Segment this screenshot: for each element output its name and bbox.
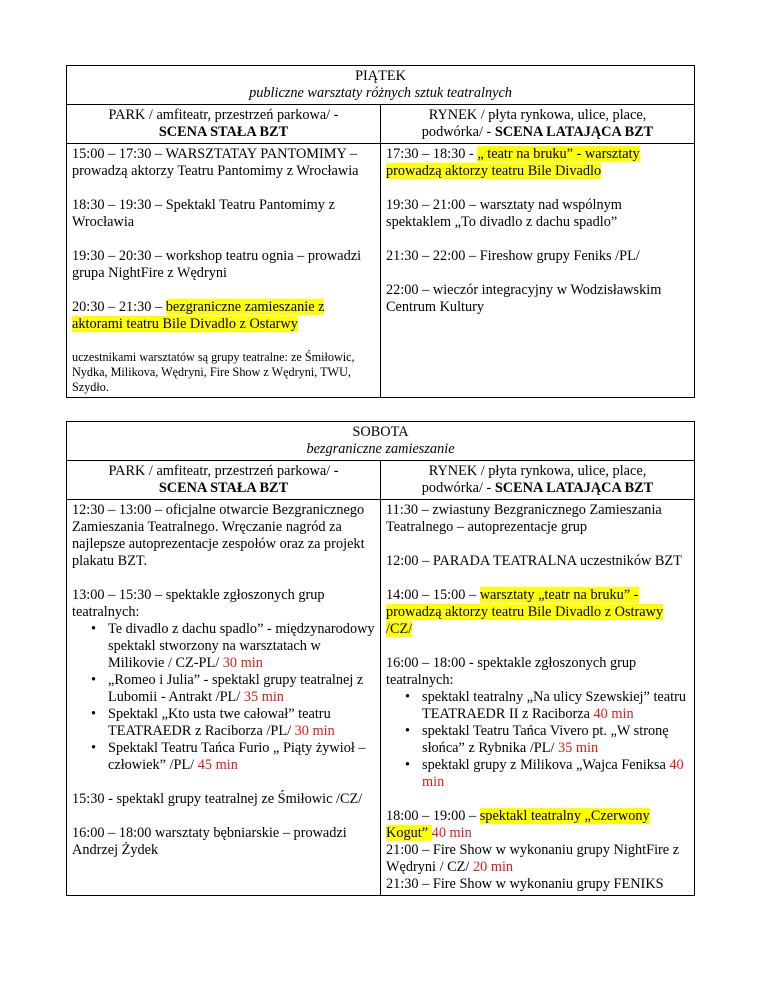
saturday-rynek-item: 11:30 – zwiastuny Bezgranicznego Zamieszania Teatralnego – autoprezentacje grup [386,502,662,535]
friday-table [66,65,695,398]
friday-park-item: 20:30 – 21:30 – bezgraniczne zamieszanie z aktorami teatru Bile Divadlo z Ostarwy [72,299,325,332]
saturday-rynek-item: 14:00 – 15:00 – warsztaty „teatr na bruku” - prowadzą aktorzy teatru Bile Divadlo z Ostrawy /CZ/ [386,587,664,637]
list-item: • „Romeo i Julia” - spektakl grupy teatralnej z Lubomii - Antrakt /PL/ 35 min [108,672,375,706]
saturday-rynek-spectacle-list [386,689,689,791]
friday-park-column [67,144,381,398]
saturday-park-spectacle-list [72,621,375,774]
friday-park-item: 15:00 – 17:30 – WARSZTATAY PANTOMIMY – prowadzą aktorzy Teatru Pantomimy z Wrocławia [72,146,359,179]
list-item: • Spektakl „Kto usta twe całował” teatru TEATRAEDR z Raciborza /PL/ 30 min [108,706,375,740]
list-item: • spektakl grupy z Milikova „Wajca Feniksa 40 min [422,757,689,791]
saturday-rynek-column [381,500,695,896]
friday-subtitle: publiczne warsztaty różnych sztuk teatralnych [249,85,512,101]
saturday-park-header: PARK / amfiteatr, przestrzeń parkowa/ - SCENA STAŁA BZT [67,461,381,500]
saturday-park-column [67,500,381,896]
list-item: • spektakl Teatru Tańca Vivero pt. „W stronę słońca” z Rybnika /PL/ 35 min [422,723,689,757]
list-item: • Te divadlo z dachu spadlo” - międzynarodowy spektakl stworzony na warsztatach w Milikovie / CZ-PL/ 30 min [108,621,375,672]
saturday-park-item: 13:00 – 15:30 – spektakle zgłoszonych grup teatralnych: [72,587,325,620]
saturday-rynek-header: RYNEK / płyta rynkowa, ulice, place, podwórka/ - SCENA LATAJĄCA BZT [381,461,695,500]
saturday-park-item: 12:30 – 13:00 – oficjalne otwarcie Bezgranicznego Zamieszania Teatralnego. Wręczanie nagród za najlepsze autoprezentacje zespołów oraz za projekt plakatu BZT. [72,502,365,569]
friday-day: PIĄTEK [355,68,406,84]
friday-park-item: 18:30 – 19:30 – Spektakl Teatru Pantomimy z Wrocławia [72,197,335,230]
list-item: • Spektakl Teatru Tańca Furio „ Piąty żywioł – człowiek” /PL/ 45 min [108,740,375,774]
friday-rynek-header: RYNEK / płyta rynkowa, ulice, place, podwórka/ - SCENA LATAJĄCA BZT [381,105,695,144]
friday-rynek-column [381,144,695,398]
saturday-day: SOBOTA [352,424,409,440]
saturday-park-item: 15:30 - spektakl grupy teatralnej ze Śmiłowic /CZ/ [72,791,363,807]
friday-rynek-item: 17:30 – 18:30 - „ teatr na bruku” - warsztaty prowadzą aktorzy teatru Bile Divadlo [386,146,640,179]
saturday-rynek-item: 21:30 – Fire Show w wykonaniu grupy FENIKS [386,876,664,892]
friday-rynek-item: 21:30 – 22:00 – Fireshow grupy Feniks /PL/ [386,248,640,264]
saturday-rynek-item: 18:00 – 19:00 – spektakl teatralny „Czerwony Kogut” 40 min [386,808,650,841]
saturday-rynek-item: 16:00 – 18:00 - spektakle zgłoszonych grup teatralnych: [386,655,637,688]
saturday-subtitle: bezgraniczne zamieszanie [306,441,455,457]
saturday-table [66,421,695,896]
saturday-rynek-item: 21:00 – Fire Show w wykonaniu grupy NightFire z Wędryni / CZ/ 20 min [386,842,680,875]
friday-rynek-item: 22:00 – wieczór integracyjny w Wodzisławskim Centrum Kultury [386,282,662,315]
list-item: • spektakl teatralny „Na ulicy Szewskiej” teatru TEATRAEDR II z Raciborza 40 min [422,689,689,723]
friday-rynek-item: 19:30 – 21:00 – warsztaty nad wspólnym spektaklem „To divadlo z dachu spadlo” [386,197,622,230]
friday-park-header: PARK / amfiteatr, przestrzeń parkowa/ - SCENA STAŁA BZT [67,105,381,144]
friday-participants: uczestnikami warsztatów są grupy teatralne: ze Śmiłowic, Nydka, Milikova, Wędryni, Fire Show z Wędryni, TWU, Szydło. [72,350,355,394]
saturday-rynek-item: 12:00 – PARADA TEATRALNA uczestników BZT [386,553,682,569]
saturday-park-item: 16:00 – 18:00 warsztaty bębniarskie – prowadzi Andrzej Żydek [72,825,347,858]
friday-park-item: 19:30 – 20:30 – workshop teatru ognia – prowadzi grupa NightFire z Wędryni [72,248,362,281]
saturday-header [67,422,695,461]
friday-header [67,66,695,105]
